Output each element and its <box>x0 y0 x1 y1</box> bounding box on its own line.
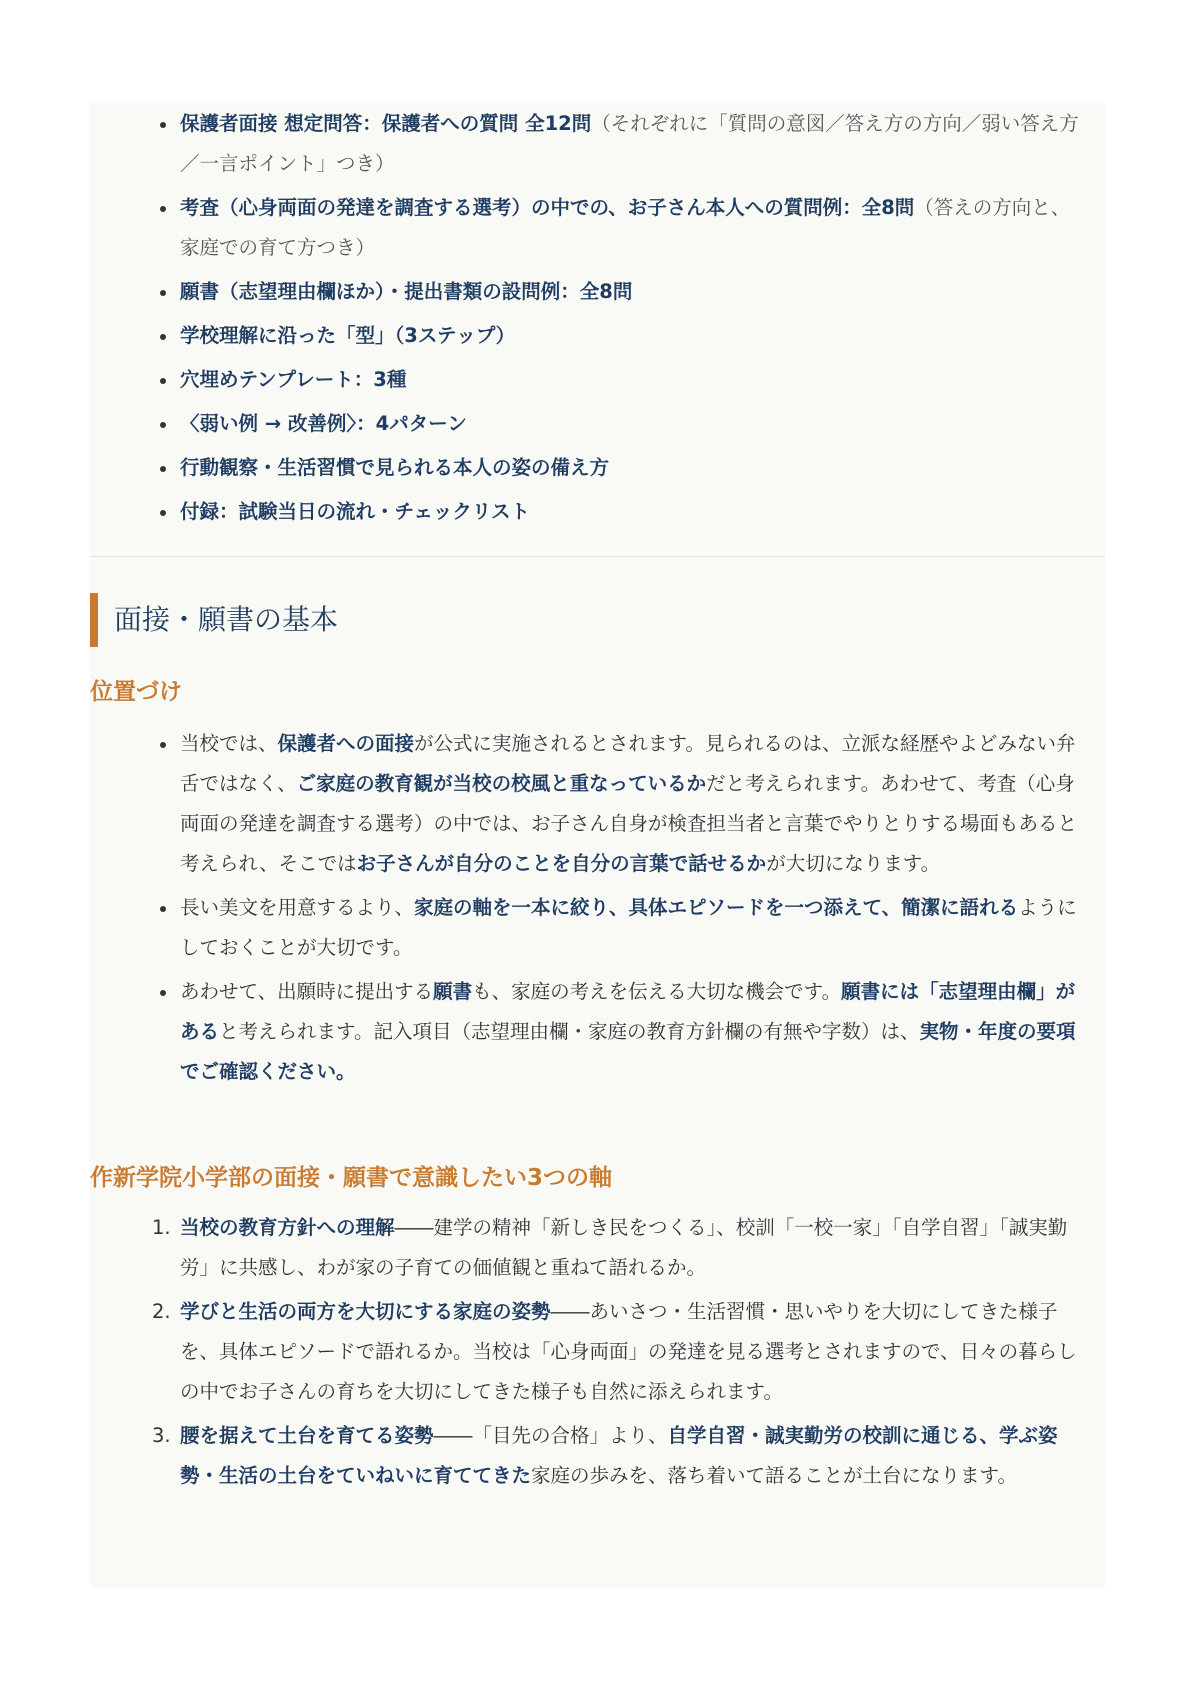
section-heading: 面接・願書の基本 <box>90 593 338 647</box>
subsection-heading-three-axes: 作新学院小学部の面接・願書で意識したい3つの軸 <box>90 1165 613 1191</box>
list-item <box>180 888 1085 968</box>
emphasis-text: ご家庭の教育観が当校の校風と重なっているか <box>296 772 707 795</box>
emphasis-text: 実物・年度の要項でご確認ください。 <box>180 1020 1076 1083</box>
emphasis-text: 保護者への面接 <box>277 732 415 755</box>
contents-item <box>180 104 1085 184</box>
body-text: ――あいさつ・生活習慣・思いやりを大切にしてきた様子を、具体エピソードで語れるか。当校は「心身両面」の発達を見る選考とされますので、日々の暮らしの中でお子さんの育ちを大切にしてきた様子も自然に添えられます。 <box>180 1300 1077 1403</box>
contents-item-title: 保護者面接 想定問答：保護者への質問 全12問 <box>180 112 592 135</box>
contents-item <box>180 404 1085 444</box>
body-text: 家庭の歩みを、落ち着いて語ることが土台になります。 <box>531 1464 1017 1487</box>
list-item <box>180 724 1085 884</box>
contents-list <box>90 104 1105 536</box>
emphasis-text: 当校の教育方針への理解 <box>180 1216 395 1239</box>
contents-item-title: 付録：試験当日の流れ・チェックリスト <box>180 500 531 523</box>
emphasis-text: 腰を据えて土台を育てる姿勢 <box>180 1424 434 1447</box>
body-text: 当校では、 <box>180 732 278 755</box>
body-text: あわせて、出願時に提出する <box>180 980 434 1003</box>
emphasis-text: 学びと生活の両方を大切にする家庭の姿勢 <box>180 1300 551 1323</box>
body-text: ――建学の精神「新しき民をつくる」、校訓「一校一家」「自学自習」「誠実勤労」に共感し、わが家の子育ての価値観と重ねて語れるか。 <box>180 1216 1068 1279</box>
subsection-heading-positioning: 位置づけ <box>90 679 182 705</box>
contents-item-title: 考査（心身両面の発達を調査する選考）の中での、お子さん本人への質問例：全8問 <box>180 196 915 219</box>
contents-item <box>180 316 1085 356</box>
contents-item-title: 行動観察・生活習慣で見られる本人の姿の備え方 <box>180 456 610 479</box>
body-text: が大切になります。 <box>766 852 941 875</box>
contents-item-note: （答えの方向と、家庭での育て方つき） <box>180 196 1071 259</box>
contents-item-title: 穴埋めテンプレート：3種 <box>180 368 407 391</box>
emphasis-text: 自学自習・誠実勤労の校訓に通じる、学ぶ姿勢・生活の土台をていねいに育ててきた <box>180 1424 1058 1487</box>
body-text: ――「目先の合格」より、 <box>433 1424 668 1447</box>
body-text: も、家庭の考えを伝える大切な機会です。 <box>472 980 842 1003</box>
numbered-item <box>152 1292 1085 1412</box>
item-number: 1. <box>152 1216 171 1239</box>
three-axes-list <box>90 1208 1105 1500</box>
contents-item <box>180 448 1085 488</box>
emphasis-text: 願書には「志望理由欄」がある <box>180 980 1076 1043</box>
divider <box>90 556 1105 557</box>
emphasis-text: 願書 <box>433 980 473 1003</box>
contents-item-title: 〈弱い例 → 改善例〉：4パターン <box>180 412 467 435</box>
body-text: 長い美文を用意するより、 <box>180 896 415 919</box>
body-text: と考えられます。記入項目（志望理由欄・家庭の教育方針欄の有無や字数）は、 <box>219 1020 920 1043</box>
body-text: ようにしておくことが大切です。 <box>180 896 1077 959</box>
body-text: が公式に実施されるとされます。見られるのは、立派な経歴やよどみない弁舌ではなく、 <box>180 732 1076 795</box>
emphasis-text: 家庭の軸を一本に絞り、具体エピソードを一つ添えて、簡潔に語れる <box>414 896 1019 919</box>
body-text: だと考えられます。あわせて、考査（心身両面の発達を調査する選考）の中では、お子さん自身が検査担当者と言葉でやりとりする場面もあると考えられ、そこでは <box>180 772 1078 875</box>
contents-item-title: 願書（志望理由欄ほか）・提出書類の設問例：全8問 <box>180 280 633 303</box>
emphasis-text: お子さんが自分のことを自分の言葉で話せるか <box>356 852 767 875</box>
numbered-item <box>152 1208 1085 1288</box>
contents-item <box>180 272 1085 312</box>
contents-item <box>180 188 1085 268</box>
contents-item <box>180 360 1085 400</box>
item-number: 2. <box>152 1300 171 1323</box>
positioning-list <box>90 724 1105 1096</box>
contents-item <box>180 492 1085 532</box>
item-number: 3. <box>152 1424 171 1447</box>
numbered-item <box>152 1416 1085 1496</box>
contents-item-note: （それぞれに「質問の意図／答え方の方向／弱い答え方／一言ポイント」つき） <box>180 112 1079 175</box>
list-item <box>180 972 1085 1092</box>
contents-item-title: 学校理解に沿った「型」（3ステップ） <box>180 324 516 347</box>
